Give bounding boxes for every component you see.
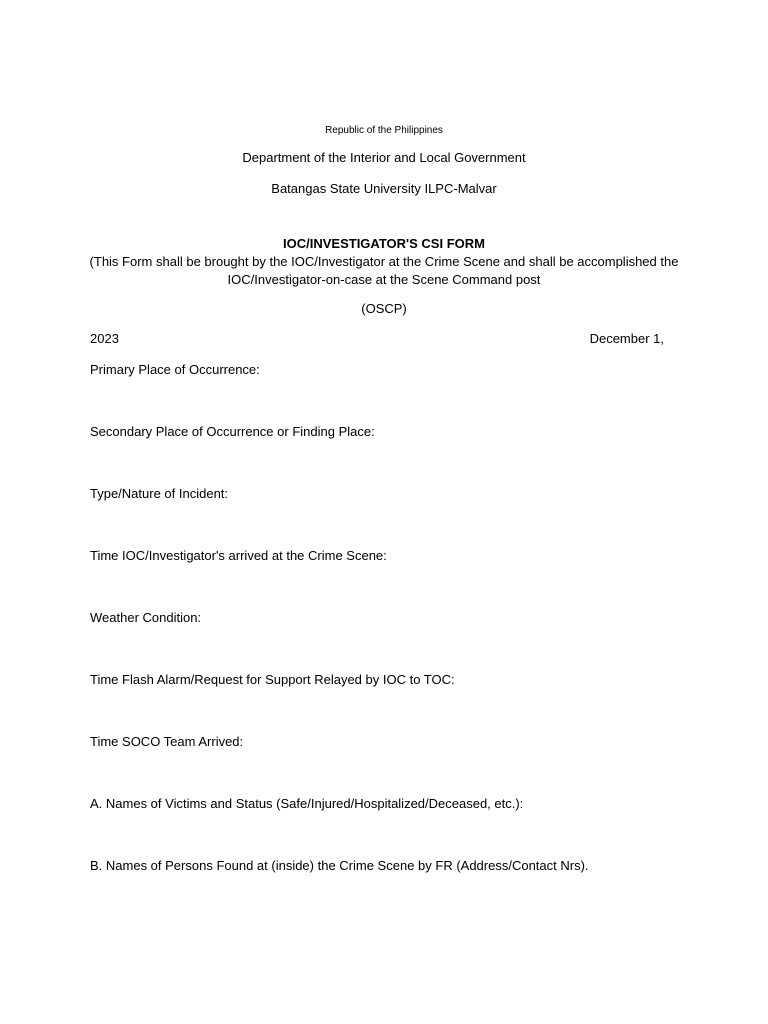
- field-weather: Weather Condition:: [90, 610, 202, 625]
- university-heading: Batangas State University ILPC-Malvar: [271, 181, 497, 196]
- field-victims: A. Names of Victims and Status (Safe/Injured/Hospitalized/Deceased, etc.):: [90, 796, 524, 811]
- field-soco-arrival: Time SOCO Team Arrived:: [90, 734, 244, 749]
- form-note-line-1: (This Form shall be brought by the IOC/Investigator at the Crime Scene and shall be accomplished the: [89, 254, 679, 269]
- field-persons-found: B. Names of Persons Found at (inside) the Crime Scene by FR (Address/Contact Nrs).: [90, 858, 589, 873]
- date-month-day: December 1,: [589, 331, 664, 346]
- republic-heading: Republic of the Philippines: [325, 125, 443, 136]
- form-title: IOC/INVESTIGATOR'S CSI FORM: [283, 236, 485, 251]
- oscp-label: (OSCP): [361, 301, 407, 316]
- date-year: 2023: [90, 331, 119, 346]
- form-note-line-2: IOC/Investigator-on-case at the Scene Command post: [227, 272, 541, 287]
- field-arrival-time: Time IOC/Investigator's arrived at the Crime Scene:: [90, 548, 387, 563]
- field-primary-place: Primary Place of Occurrence:: [90, 362, 260, 377]
- department-heading: Department of the Interior and Local Government: [242, 150, 526, 165]
- field-incident-type: Type/Nature of Incident:: [90, 486, 229, 501]
- field-flash-alarm-time: Time Flash Alarm/Request for Support Relayed by IOC to TOC:: [90, 672, 455, 687]
- field-secondary-place: Secondary Place of Occurrence or Finding Place:: [90, 424, 375, 439]
